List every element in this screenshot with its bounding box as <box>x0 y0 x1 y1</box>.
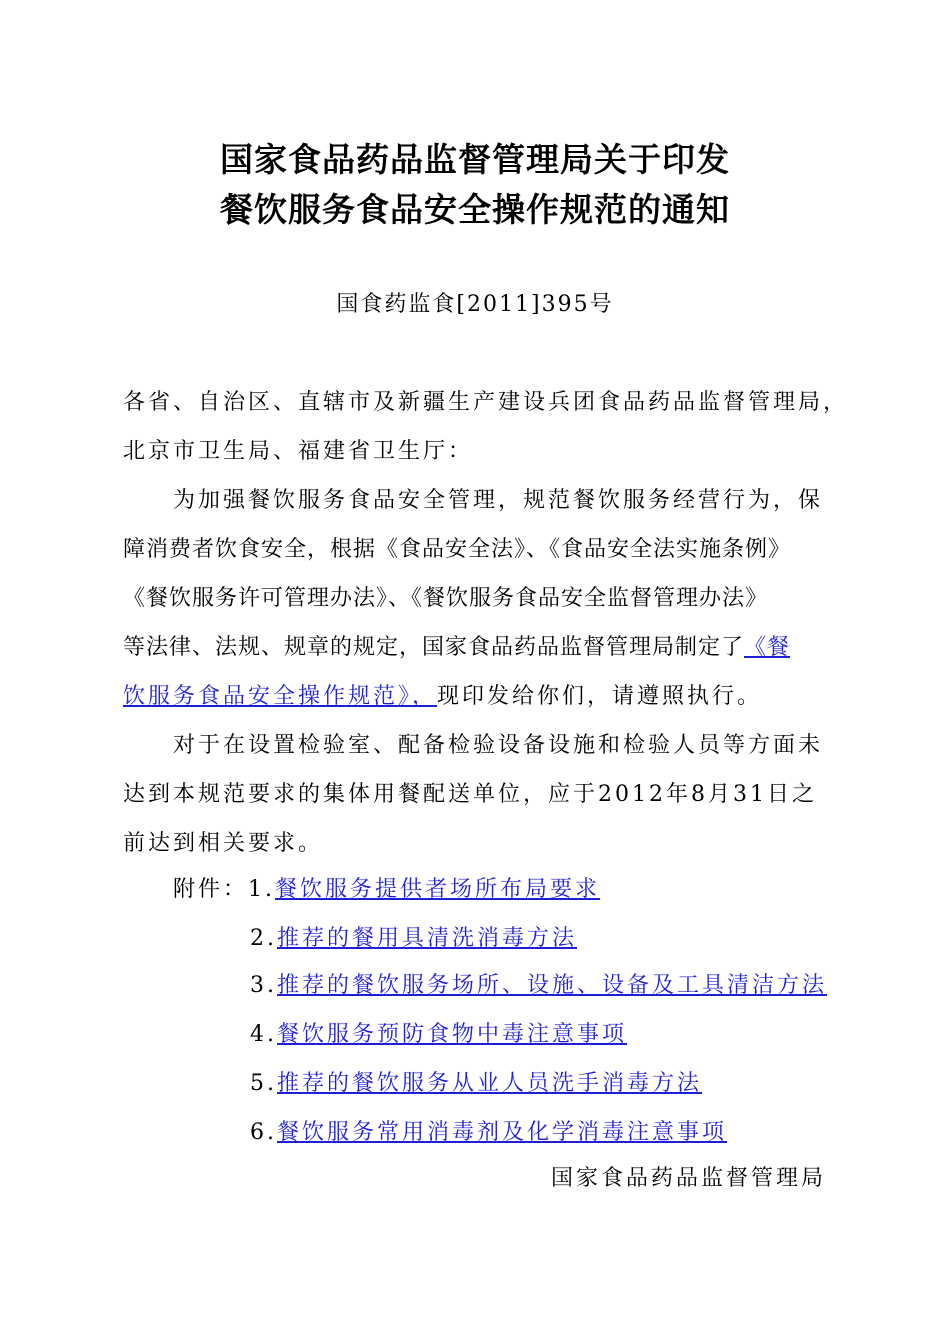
attachment-item <box>250 969 827 1003</box>
attachment-link-6[interactable]: 餐饮服务常用消毒剂及化学消毒注意事项 <box>277 1120 728 1145</box>
paragraph1-line-3: 《餐饮服务许可管理办法》、《餐饮服务食品安全监督管理办法》 <box>123 586 769 611</box>
recipients-line-2: 北京市卫生局、福建省卫生厅： <box>123 439 474 464</box>
document-number: 国食药监食[2011]395号 <box>336 292 614 317</box>
attachment-number: 4. <box>250 1022 277 1047</box>
attachment-item <box>173 873 600 907</box>
paragraph1-line-4 <box>123 631 790 665</box>
attachment-item <box>250 1018 627 1052</box>
attachment-number: 6. <box>250 1120 277 1145</box>
attachment-number: 1. <box>248 877 276 902</box>
paragraph1-line-5-rest: 现印发给你们，请遵照执行。 <box>437 684 763 709</box>
signature: 国家食品药品监督管理局 <box>550 1166 826 1191</box>
attachment-link-3[interactable]: 推荐的餐饮服务场所、设施、设备及工具清洁方法 <box>277 973 828 998</box>
paragraph2-line-1: 对于在设置检验室、配备检验设备设施和检验人员等方面未 <box>173 733 824 758</box>
page-title-line-2: 餐饮服务食品安全操作规范的通知 <box>220 190 730 229</box>
attachment-link-1[interactable]: 餐饮服务提供者场所布局要求 <box>275 877 601 902</box>
attachment-link-4[interactable]: 餐饮服务预防食物中毒注意事项 <box>277 1022 628 1047</box>
recipients-line-1: 各省、自治区、直辖市及新疆生产建设兵团食品药品监督管理局， <box>123 390 849 415</box>
page-title-line-1: 国家食品药品监督管理局关于印发 <box>220 140 730 179</box>
attachment-number: 5. <box>250 1071 277 1096</box>
paragraph1-line-4-text: 等法律、法规、规章的规定，国家食品药品监督管理局制定了 <box>123 635 745 660</box>
attachment-number: 3. <box>250 973 277 998</box>
attachments-label: 附件： <box>173 877 249 902</box>
paragraph2-line-2: 达到本规范要求的集体用餐配送单位，应于2012年8月31日之 <box>123 782 817 807</box>
attachment-item <box>250 922 577 956</box>
regulation-link-part-1[interactable]: 《餐 <box>744 635 791 660</box>
attachment-item <box>250 1067 702 1101</box>
attachment-number: 2. <box>250 926 277 951</box>
regulation-link-part-2[interactable]: 饮服务食品安全操作规范》， <box>123 684 438 709</box>
paragraph1-line-1: 为加强餐饮服务食品安全管理，规范餐饮服务经营行为，保 <box>173 488 824 513</box>
attachment-item <box>250 1116 727 1150</box>
paragraph1-line-5 <box>123 680 762 714</box>
attachment-link-5[interactable]: 推荐的餐饮服务从业人员洗手消毒方法 <box>277 1071 703 1096</box>
paragraph2-line-3: 前达到相关要求。 <box>123 831 324 856</box>
attachment-link-2[interactable]: 推荐的餐用具清洗消毒方法 <box>277 926 578 951</box>
paragraph1-line-2: 障消费者饮食安全，根据《食品安全法》、《食品安全法实施条例》 <box>123 537 792 562</box>
